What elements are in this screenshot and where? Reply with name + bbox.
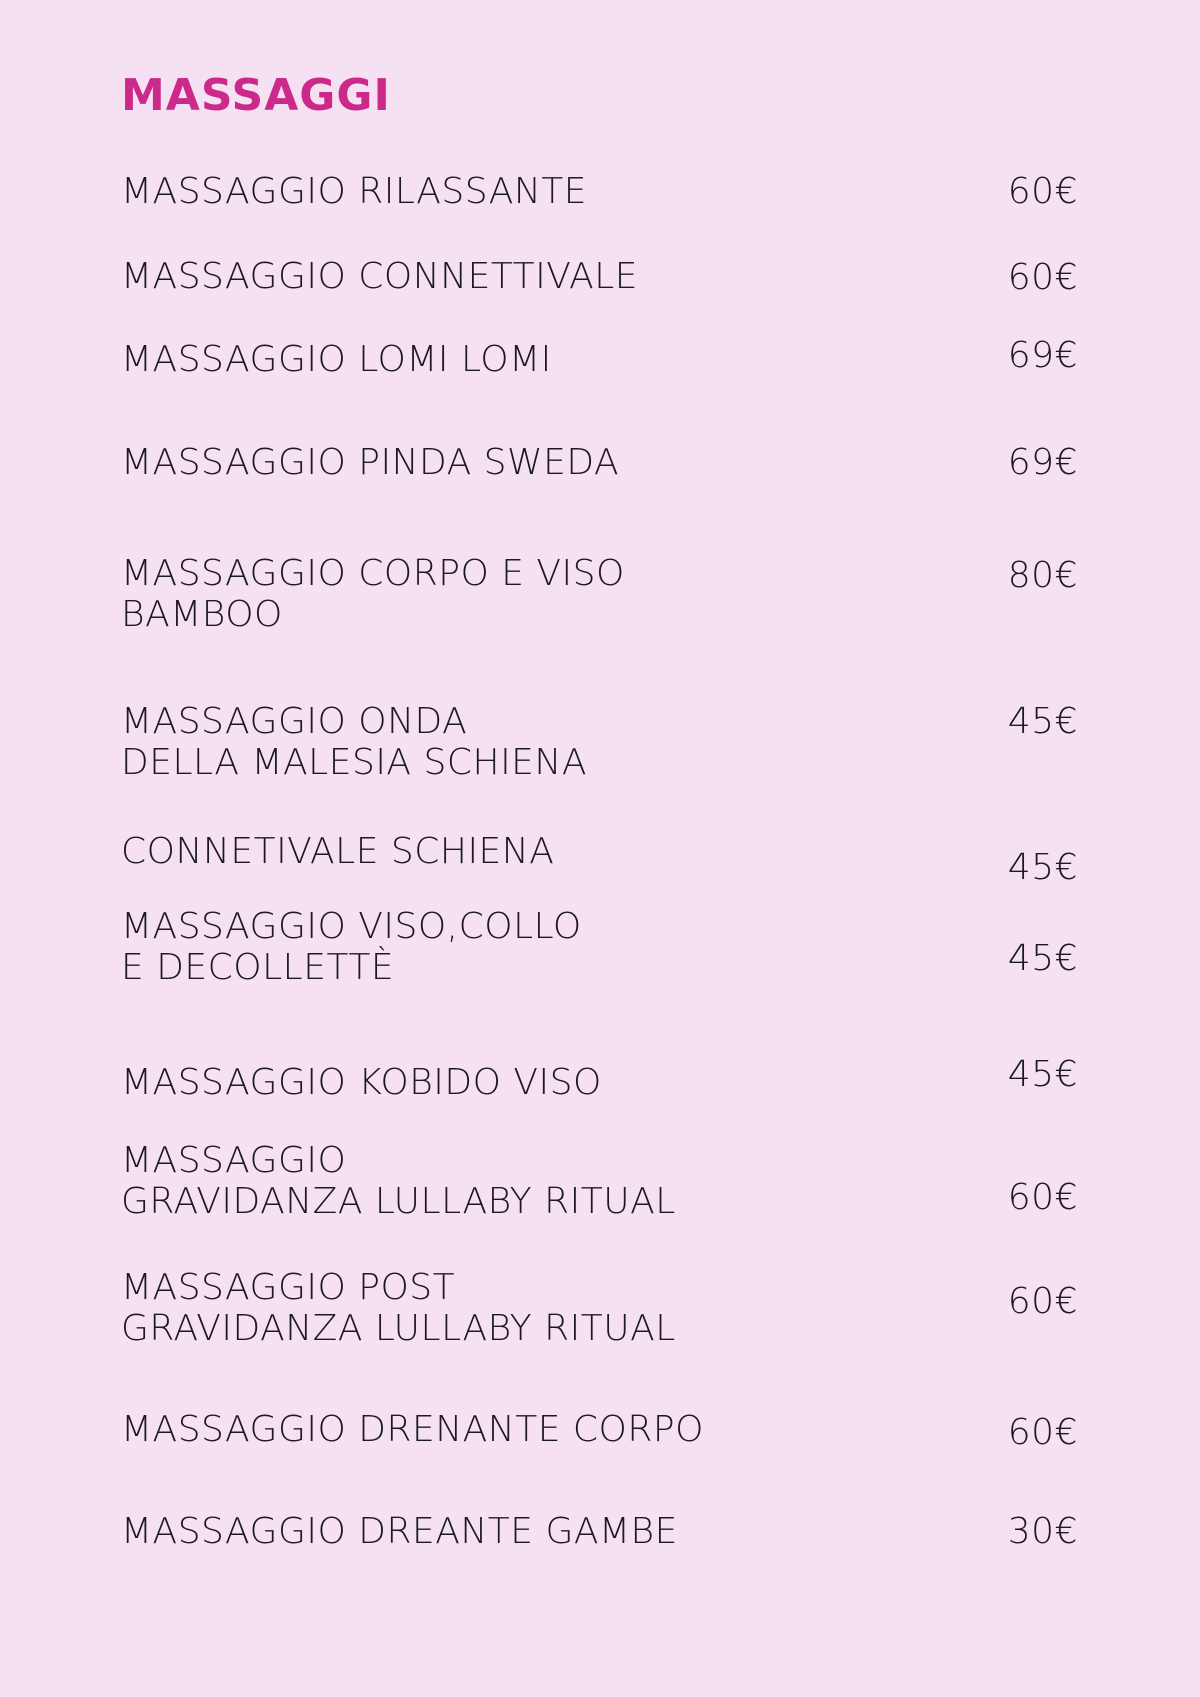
- service-name: MASSAGGIO KOBIDO VISO: [121, 1062, 602, 1103]
- service-name: MASSAGGIO PINDA SWEDA: [121, 442, 620, 483]
- service-name: MASSAGGIO ONDA DELLA MALESIA SCHIENA: [121, 701, 587, 783]
- service-price: 60€: [1007, 1281, 1078, 1322]
- service-name: MASSAGGIO DREANTE GAMBE: [121, 1511, 678, 1552]
- service-price: 69€: [1007, 335, 1078, 376]
- service-price: 80€: [1007, 555, 1078, 596]
- service-price: 45€: [1007, 701, 1078, 742]
- service-name: MASSAGGIO CONNETTIVALE: [121, 256, 639, 297]
- service-price: 45€: [1007, 938, 1078, 979]
- service-price: 60€: [1007, 171, 1078, 212]
- service-price: 60€: [1007, 1412, 1078, 1453]
- service-price: 45€: [1007, 1054, 1078, 1095]
- service-name: MASSAGGIO CORPO E VISO BAMBOO: [121, 553, 625, 635]
- service-name: MASSAGGIO GRAVIDANZA LULLABY RITUAL: [121, 1140, 676, 1222]
- service-price: 60€: [1007, 1177, 1078, 1218]
- service-name: MASSAGGIO RILASSANTE: [121, 171, 588, 212]
- page-title: MASSAGGI: [121, 70, 391, 121]
- service-price: 69€: [1007, 442, 1078, 483]
- service-name: MASSAGGIO LOMI LOMI: [121, 339, 552, 380]
- service-name: MASSAGGIO DRENANTE CORPO: [121, 1409, 704, 1450]
- service-price: 60€: [1007, 257, 1078, 298]
- service-price: 30€: [1007, 1511, 1078, 1552]
- service-name: MASSAGGIO VISO,COLLO E DECOLLETTÈ: [121, 906, 582, 988]
- service-name: MASSAGGIO POST GRAVIDANZA LULLABY RITUAL: [121, 1267, 676, 1349]
- service-name: CONNETIVALE SCHIENA: [121, 831, 555, 872]
- service-price: 45€: [1007, 847, 1078, 888]
